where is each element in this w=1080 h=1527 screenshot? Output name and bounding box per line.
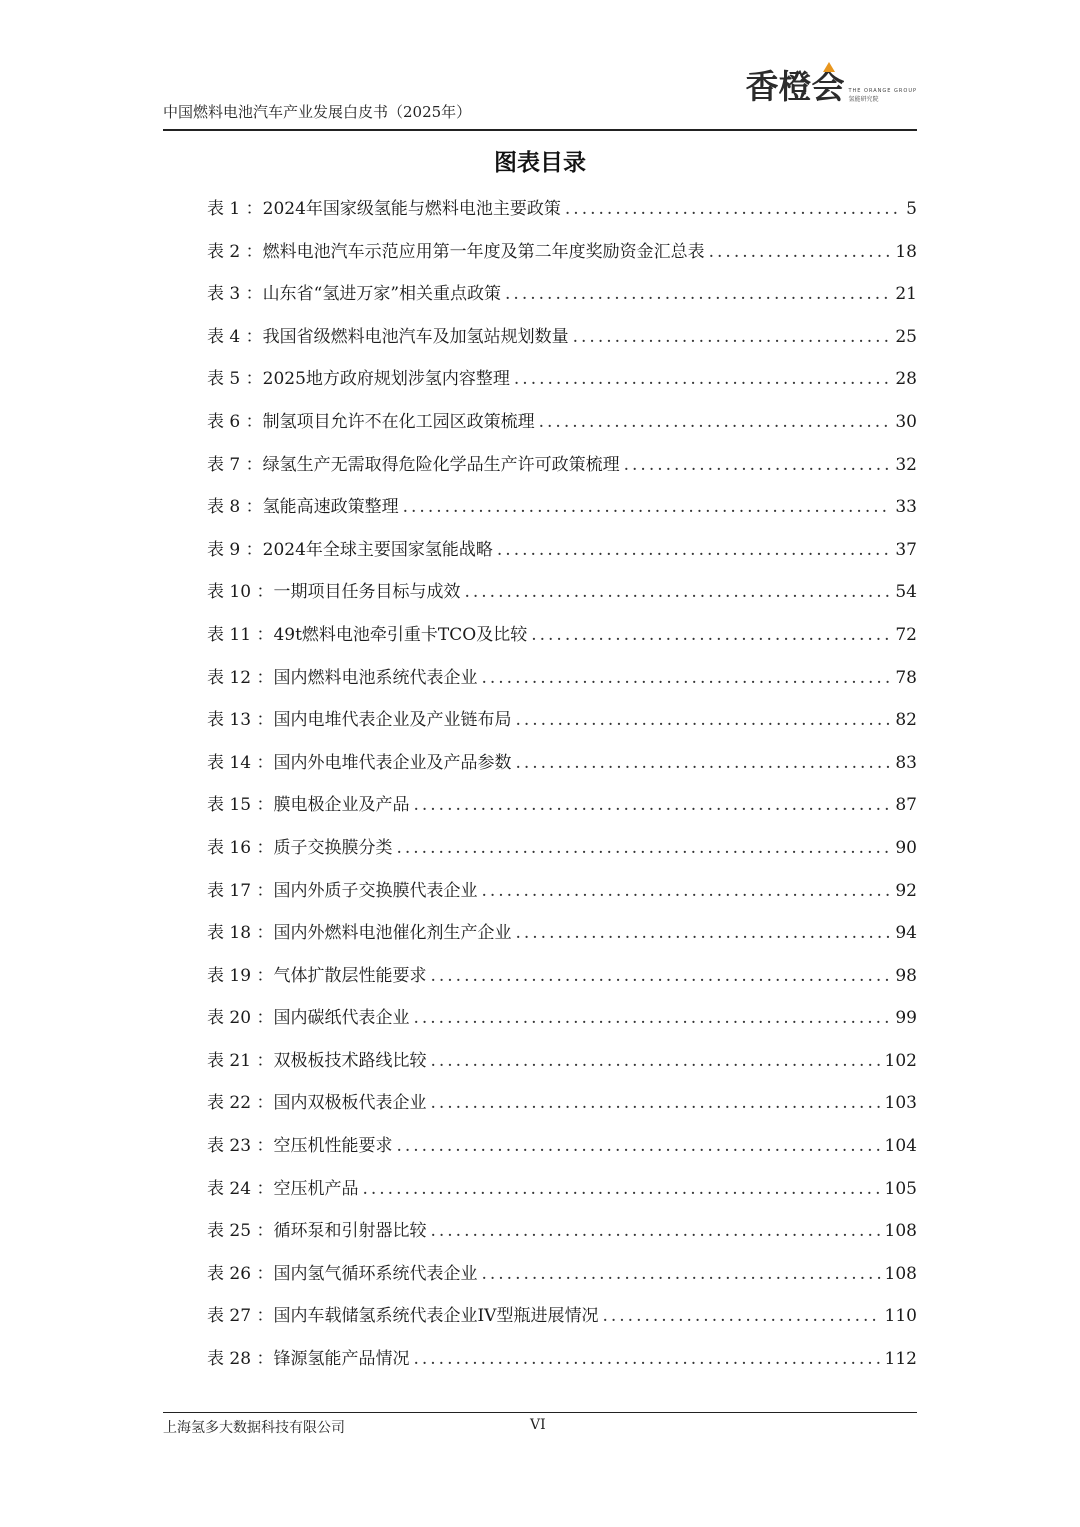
toc-dot-leader: [539, 403, 892, 441]
toc-entry-label: 表 7 ：: [207, 454, 263, 475]
toc-entry-title: 膜电极企业及产品: [273, 795, 410, 816]
toc-dot-leader: [531, 616, 891, 654]
toc-dot-leader: [481, 1255, 880, 1293]
toc-entry[interactable]: [207, 1212, 917, 1255]
toc-entry[interactable]: [207, 1084, 917, 1127]
toc-entry-label: 表 10 ：: [207, 582, 274, 603]
toc-entry-title: 一期项目任务目标与成效: [273, 582, 461, 603]
toc-dot-leader: [413, 999, 891, 1037]
toc-dot-leader: [481, 872, 891, 910]
toc-dot-leader: [515, 701, 891, 739]
toc-entry-page: 82: [895, 710, 917, 731]
toc-entry-title: 国内燃料电池系统代表企业: [273, 667, 478, 688]
logo-chinese-text: 香橙会: [745, 67, 845, 106]
toc-entry-page: 90: [895, 837, 917, 858]
toc-entry-title: 氢能高速政策整理: [262, 497, 399, 518]
toc-entry-label: 表 22 ：: [207, 1093, 274, 1114]
toc-entry-label: 表 18 ：: [207, 923, 274, 944]
toc-entry-label: 表 14 ：: [207, 752, 274, 773]
toc-entry-page: 18: [895, 241, 917, 262]
toc-entry[interactable]: [207, 233, 917, 276]
toc-entry-label: 表 25 ：: [207, 1221, 274, 1242]
toc-entry[interactable]: [207, 531, 917, 574]
footer-company: 上海氢多大数据科技有限公司: [163, 1420, 345, 1436]
toc-entry[interactable]: [207, 744, 917, 787]
toc-entry-label: 表 16 ：: [207, 837, 274, 858]
toc-list: [207, 190, 917, 1383]
toc-entry-title: 国内双极板代表企业: [273, 1093, 427, 1114]
toc-entry-page: 94: [895, 923, 917, 944]
toc-entry-page: 25: [895, 326, 917, 347]
toc-entry-page: 83: [895, 752, 917, 773]
toc-entry-title: 国内碳纸代表企业: [273, 1008, 410, 1029]
toc-dot-leader: [624, 446, 892, 484]
logo-flame-icon: [823, 62, 835, 72]
toc-entry-label: 表 24 ：: [207, 1178, 274, 1199]
toc-dot-leader: [505, 275, 891, 313]
toc-dot-leader: [430, 957, 891, 995]
toc-entry[interactable]: [207, 957, 917, 1000]
toc-entry-page: 28: [895, 369, 917, 390]
orange-group-logo: [745, 67, 917, 106]
toc-entry[interactable]: [207, 360, 917, 403]
toc-dot-leader: [514, 360, 891, 398]
toc-dot-leader: [573, 318, 892, 356]
toc-dot-leader: [430, 1212, 880, 1250]
toc-entry-label: 表 11 ：: [207, 624, 274, 645]
toc-entry-title: 空压机产品: [273, 1178, 359, 1199]
toc-entry-label: 表 4 ：: [207, 326, 263, 347]
toc-entry-title: 2024年国家级氢能与燃料电池主要政策: [262, 199, 561, 219]
toc-dot-leader: [413, 1340, 880, 1378]
toc-dot-leader: [413, 786, 891, 824]
toc-dot-leader: [709, 233, 892, 271]
footer-page-number: VI: [530, 1417, 546, 1433]
toc-entry-label: 表 17 ：: [207, 880, 274, 901]
toc-entry-page: 33: [895, 497, 917, 518]
toc-entry[interactable]: [207, 1340, 917, 1383]
toc-dot-leader: [481, 659, 891, 697]
toc-entry-title: 质子交换膜分类: [273, 837, 393, 858]
toc-entry-label: 表 6 ：: [207, 411, 263, 432]
toc-entry[interactable]: [207, 488, 917, 531]
toc-entry-label: 表 26 ：: [207, 1263, 274, 1284]
toc-entry-page: 108: [884, 1221, 917, 1242]
toc-entry-title: 国内氢气循环系统代表企业: [273, 1263, 478, 1284]
toc-entry-page: 21: [895, 284, 917, 305]
toc-entry-page: 99: [895, 1008, 917, 1029]
toc-entry-title: 我国省级燃料电池汽车及加氢站规划数量: [262, 326, 569, 347]
toc-entry-label: 表 3 ：: [207, 284, 263, 305]
toc-entry-label: 表 9 ：: [207, 539, 263, 560]
toc-entry[interactable]: [207, 1297, 917, 1340]
toc-entry[interactable]: [207, 1127, 917, 1170]
toc-entry-label: 表 15 ：: [207, 795, 274, 816]
toc-entry-page: 92: [895, 880, 917, 901]
toc-entry-title: 国内电堆代表企业及产业链布局: [273, 710, 512, 731]
toc-entry-page: 72: [895, 624, 917, 645]
toc-entry[interactable]: [207, 872, 917, 915]
toc-entry-label: 表 8 ：: [207, 497, 263, 518]
toc-entry-page: 103: [884, 1093, 917, 1114]
toc-entry-page: 5: [906, 199, 917, 219]
toc-entry[interactable]: [207, 190, 917, 233]
toc-entry-title: 国内外燃料电池催化剂生产企业: [273, 923, 512, 944]
page-header: [163, 62, 917, 128]
toc-entry-page: 102: [884, 1050, 917, 1071]
toc-entry-page: 112: [884, 1349, 917, 1370]
toc-dot-leader: [515, 744, 891, 782]
toc-entry[interactable]: [207, 403, 917, 446]
logo-subtitle: 氢能研究院: [848, 95, 879, 103]
toc-entry-page: 78: [895, 667, 917, 688]
toc-entry[interactable]: [207, 829, 917, 872]
toc-dot-leader: [602, 1297, 880, 1335]
toc-entry-page: 110: [884, 1306, 917, 1327]
toc-dot-leader: [362, 1170, 880, 1208]
toc-entry-title: 2024年全球主要国家氢能战略: [262, 539, 493, 560]
toc-entry-title: 循环泵和引射器比较: [273, 1221, 427, 1242]
toc-dot-leader: [497, 531, 891, 569]
toc-dot-leader: [403, 488, 892, 526]
toc-entry-page: 108: [884, 1263, 917, 1284]
toc-entry-label: 表 12 ：: [207, 667, 274, 688]
toc-entry-label: 表 1 ：: [207, 199, 263, 219]
toc-entry[interactable]: [207, 999, 917, 1042]
toc-entry-label: 表 23 ：: [207, 1136, 274, 1157]
toc-heading: 图表目录: [494, 150, 586, 176]
toc-entry-page: 37: [895, 539, 917, 560]
toc-dot-leader: [464, 573, 891, 611]
toc-entry-page: 104: [884, 1136, 917, 1157]
toc-dot-leader: [396, 829, 891, 867]
toc-entry-label: 表 13 ：: [207, 710, 274, 731]
toc-entry-title: 双极板技术路线比较: [273, 1050, 427, 1071]
toc-entry-title: 49t燃料电池牵引重卡TCO及比较: [273, 624, 528, 645]
toc-entry-title: 绿氢生产无需取得危险化学品生产许可政策梳理: [262, 454, 620, 475]
toc-entry-title: 燃料电池汽车示范应用第一年度及第二年度奖励资金汇总表: [262, 241, 705, 262]
toc-entry-title: 国内外电堆代表企业及产品参数: [273, 752, 512, 773]
toc-dot-leader: [430, 1084, 880, 1122]
toc-entry-label: 表 27 ：: [207, 1306, 274, 1327]
toc-entry[interactable]: [207, 318, 917, 361]
logo-english-text: THE ORANGE GROUP: [848, 88, 917, 95]
toc-entry[interactable]: [207, 616, 917, 659]
toc-entry-page: 32: [895, 454, 917, 475]
toc-entry-label: 表 21 ：: [207, 1050, 274, 1071]
toc-entry-title: 2025地方政府规划涉氢内容整理: [262, 369, 510, 390]
toc-entry-label: 表 20 ：: [207, 1008, 274, 1029]
toc-entry[interactable]: [207, 1042, 917, 1085]
toc-entry-label: 表 5 ：: [207, 369, 263, 390]
toc-entry-title: 国内外质子交换膜代表企业: [273, 880, 478, 901]
toc-entry[interactable]: [207, 573, 917, 616]
toc-entry[interactable]: [207, 1170, 917, 1213]
toc-entry[interactable]: [207, 1255, 917, 1298]
logo-side-text: [848, 89, 917, 103]
toc-entry-title: 制氢项目允许不在化工园区政策梳理: [262, 411, 535, 432]
footer-divider: [163, 1412, 917, 1413]
toc-entry[interactable]: [207, 914, 917, 957]
toc-entry-label: 表 19 ：: [207, 965, 274, 986]
toc-entry[interactable]: [207, 659, 917, 702]
toc-entry-title: 锋源氢能产品情况: [273, 1349, 410, 1370]
toc-entry-title: 山东省“氢进万家”相关重点政策: [262, 284, 502, 305]
toc-entry[interactable]: [207, 275, 917, 318]
toc-entry-title: 国内车载储氢系统代表企业IV型瓶进展情况: [273, 1306, 599, 1327]
toc-entry[interactable]: [207, 786, 917, 829]
toc-entry[interactable]: [207, 701, 917, 744]
toc-entry-page: 105: [884, 1178, 917, 1199]
toc-entry[interactable]: [207, 446, 917, 489]
toc-entry-page: 98: [895, 965, 917, 986]
toc-entry-page: 30: [895, 411, 917, 432]
toc-entry-label: 表 2 ：: [207, 241, 263, 262]
toc-dot-leader: [515, 914, 891, 952]
toc-dot-leader: [565, 190, 902, 228]
document-title: 中国燃料电池汽车产业发展白皮书（2025年）: [163, 103, 472, 121]
toc-dot-leader: [430, 1042, 880, 1080]
header-divider: [163, 129, 917, 131]
toc-entry-page: 54: [895, 582, 917, 603]
toc-entry-page: 87: [895, 795, 917, 816]
toc-dot-leader: [396, 1127, 880, 1165]
toc-entry-label: 表 28 ：: [207, 1349, 274, 1370]
toc-entry-title: 空压机性能要求: [273, 1136, 393, 1157]
toc-entry-title: 气体扩散层性能要求: [273, 965, 427, 986]
